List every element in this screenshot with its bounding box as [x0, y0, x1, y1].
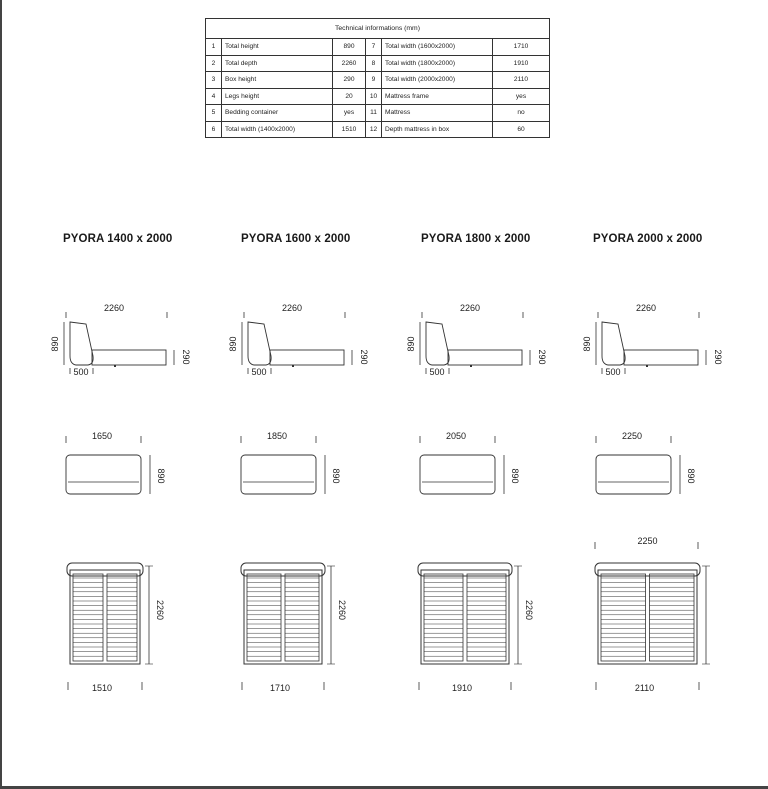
table-cell-n2: 9 [366, 72, 382, 89]
table-cell-value2: 2110 [493, 72, 550, 89]
table-cell-label2: Mattress [382, 105, 493, 122]
table-cell-label1: Box height [222, 72, 333, 89]
headboard-depth-label: 500 [73, 367, 89, 377]
table-cell-label2: Depth mattress in box [382, 121, 493, 138]
table-cell-n2: 7 [366, 39, 382, 56]
top-depth-label: 2260 [337, 599, 347, 621]
front-width-label: 1650 [91, 431, 113, 441]
top-width-label: 2110 [634, 683, 655, 693]
table-cell-label1: Total width (1400x2000) [222, 121, 333, 138]
table-cell-value2: 1710 [493, 39, 550, 56]
side-depth-label: 2260 [103, 303, 125, 313]
side-box [92, 350, 166, 365]
front-headboard [66, 455, 141, 494]
table-cell-n1: 1 [206, 39, 222, 56]
side-depth-label: 2260 [635, 303, 657, 313]
side-depth-label: 2260 [459, 303, 481, 313]
side-height-label: 890 [50, 336, 60, 352]
box-height-label: 290 [359, 349, 369, 365]
box-height-label: 290 [713, 349, 723, 365]
table-cell-n1: 5 [206, 105, 222, 122]
top-frame [598, 570, 697, 664]
table-cell-value1: 890 [333, 39, 366, 56]
box-height-label: 290 [181, 349, 191, 365]
side-headboard [248, 322, 271, 365]
box-height-label: 290 [537, 349, 547, 365]
front-height-label: 890 [156, 468, 166, 484]
table-cell-label2: Total width (1600x2000) [382, 39, 493, 56]
table-cell-value2: yes [493, 88, 550, 105]
side-height-label: 890 [228, 336, 238, 352]
table-cell-n1: 4 [206, 88, 222, 105]
table-cell-value1: 20 [333, 88, 366, 105]
table-cell-n2: 12 [366, 121, 382, 138]
table-cell-value1: 1510 [333, 121, 366, 138]
top-frame [244, 570, 322, 664]
side-box [624, 350, 698, 365]
front-width-label: 1850 [266, 431, 288, 441]
table-cell-value1: 2260 [333, 55, 366, 72]
front-headboard [241, 455, 316, 494]
model-title-1400: PYORA 1400 x 2000 [63, 233, 173, 245]
table-cell-label2: Mattress frame [382, 88, 493, 105]
side-leg [114, 365, 116, 367]
table-cell-value1: 290 [333, 72, 366, 89]
table-cell-label1: Total height [222, 39, 333, 56]
table-cell-value2: 60 [493, 121, 550, 138]
table-cell-n2: 11 [366, 105, 382, 122]
top-frame [421, 570, 509, 664]
table-cell-label1: Legs height [222, 88, 333, 105]
side-depth-label: 2260 [281, 303, 303, 313]
side-headboard [426, 322, 449, 365]
headboard-depth-label: 500 [605, 367, 621, 377]
front-headboard [596, 455, 671, 494]
model-title-2000: PYORA 2000 x 2000 [593, 233, 703, 245]
front-width-label: 2250 [621, 431, 643, 441]
table-cell-n1: 3 [206, 72, 222, 89]
top-width-label: 1710 [269, 683, 291, 693]
table-cell-value1: yes [333, 105, 366, 122]
top-width-label: 1510 [91, 683, 113, 693]
table-cell-n2: 10 [366, 88, 382, 105]
table-cell-value2: 1910 [493, 55, 550, 72]
side-leg [470, 365, 472, 367]
headboard-depth-label: 500 [251, 367, 267, 377]
table-cell-n1: 2 [206, 55, 222, 72]
side-height-label: 890 [406, 336, 416, 352]
front-height-label: 890 [510, 468, 520, 484]
table-cell-label1: Bedding container [222, 105, 333, 122]
table-cell-label1: Total depth [222, 55, 333, 72]
table-cell-value2: no [493, 105, 550, 122]
table-cell-label2: Total width (2000x2000) [382, 72, 493, 89]
top-depth-label: 2260 [524, 599, 534, 621]
table-cell-n1: 6 [206, 121, 222, 138]
side-leg [646, 365, 648, 367]
side-headboard [70, 322, 93, 365]
side-box [270, 350, 344, 365]
model-title-1600: PYORA 1600 x 2000 [241, 233, 351, 245]
front-height-label: 890 [686, 468, 696, 484]
front-width-label: 2050 [445, 431, 467, 441]
headboard-depth-label: 500 [429, 367, 445, 377]
table-cell-label2: Total width (1800x2000) [382, 55, 493, 72]
top-width-extra-label: 2250 [637, 536, 658, 546]
front-headboard [420, 455, 495, 494]
technical-table-title: Technical informations (mm) [206, 19, 550, 39]
model-title-1800: PYORA 1800 x 2000 [421, 233, 531, 245]
top-frame [70, 570, 140, 664]
top-width-label: 1910 [451, 683, 473, 693]
table-cell-n2: 8 [366, 55, 382, 72]
top-depth-label: 2260 [155, 599, 165, 621]
side-leg [292, 365, 294, 367]
side-box [448, 350, 522, 365]
side-headboard [602, 322, 625, 365]
side-height-label: 890 [582, 336, 592, 352]
front-height-label: 890 [331, 468, 341, 484]
